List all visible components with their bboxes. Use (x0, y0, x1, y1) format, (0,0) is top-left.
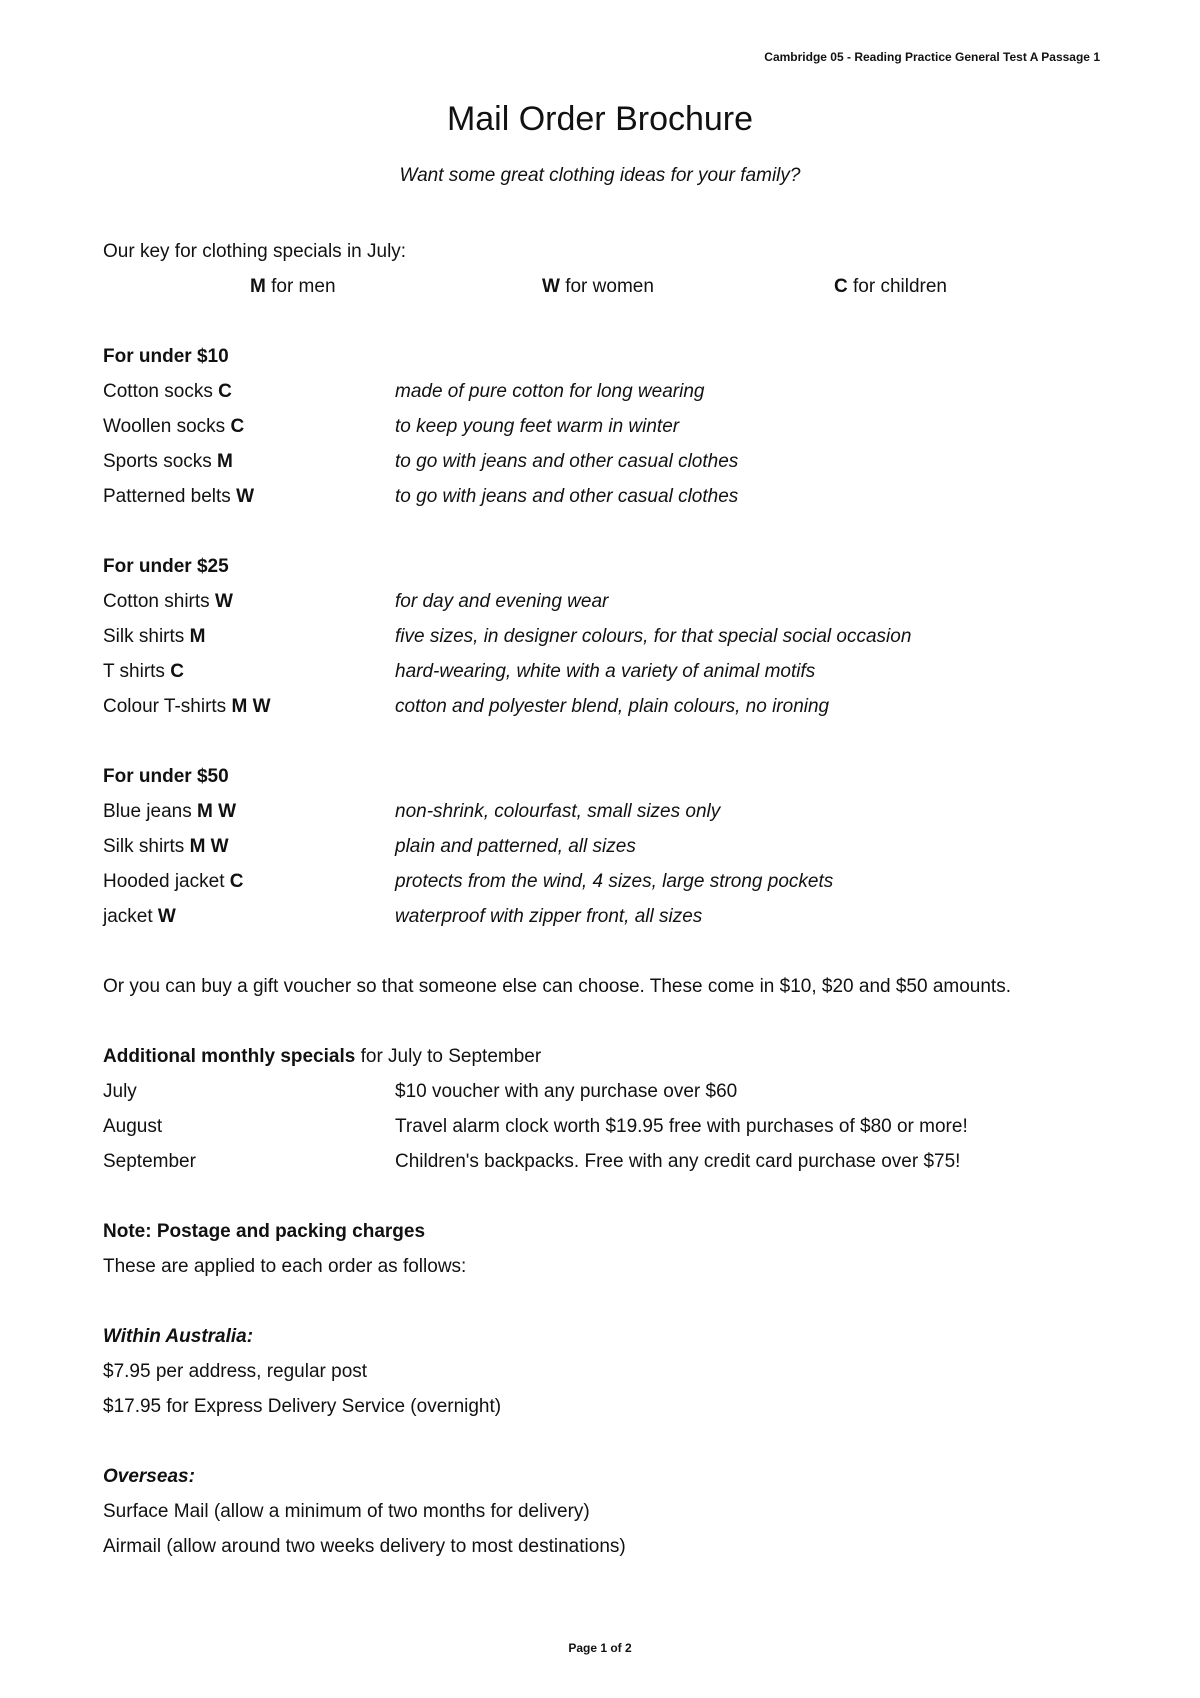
section-heading-under-10: For under $10 (103, 346, 229, 367)
voucher-text: Or you can buy a gift voucher so that someone else can choose. These come in $10, $20 and $50 amounts. (103, 976, 1011, 997)
list-item: Cotton socks C made of pure cotton for long wearing (103, 381, 705, 402)
key-children: C for children (834, 276, 948, 297)
table-row: September Children's backpacks. Free with any credit card purchase over $75! (103, 1151, 961, 1172)
page-number: Page 1 of 2 (568, 1641, 632, 1655)
list-item: Hooded jacket C protects from the wind, 4 sizes, large strong pockets (103, 871, 834, 892)
key-men: M for men (250, 276, 336, 297)
overseas-line: Surface Mail (allow a minimum of two months for delivery) (103, 1501, 590, 1522)
list-item: Silk shirts M five sizes, in designer colours, for that special social occasion (103, 626, 912, 647)
overseas-heading: Overseas: (103, 1466, 195, 1487)
key-legend (103, 269, 1103, 304)
list-item: Silk shirts M W plain and patterned, all sizes (103, 836, 636, 857)
key-intro: Our key for clothing specials in July: (103, 241, 407, 262)
key-women: W for women (542, 276, 654, 297)
australia-heading: Within Australia: (103, 1326, 254, 1347)
australia-line: $7.95 per address, regular post (103, 1361, 368, 1382)
list-item: Blue jeans M W non-shrink, colourfast, small sizes only (103, 801, 721, 822)
page-subtitle: Want some great clothing ideas for your family? (399, 165, 801, 186)
page-title: Mail Order Brochure (446, 100, 754, 138)
list-item: Colour T-shirts M W cotton and polyester blend, plain colours, no ironing (103, 696, 830, 717)
note-text: These are applied to each order as follows: (103, 1256, 467, 1277)
brochure-content (103, 234, 1103, 1564)
table-row: July $10 voucher with any purchase over $60 (103, 1081, 738, 1102)
list-item: jacket W waterproof with zipper front, all sizes (103, 906, 703, 927)
note-heading: Note: Postage and packing charges (103, 1221, 426, 1242)
list-item: Patterned belts W to go with jeans and other casual clothes (103, 486, 739, 507)
overseas-line: Airmail (allow around two weeks delivery to most destinations) (103, 1536, 626, 1557)
section-heading-under-25: For under $25 (103, 556, 229, 577)
table-row: August Travel alarm clock worth $19.95 free with purchases of $80 or more! (103, 1116, 968, 1137)
running-header: Cambridge 05 - Reading Practice General Test A Passage 1 (764, 50, 1100, 64)
australia-line: $17.95 for Express Delivery Service (overnight) (103, 1396, 502, 1417)
monthly-specials-heading: Additional monthly specials for July to September (103, 1046, 542, 1067)
section-heading-under-50: For under $50 (103, 766, 229, 787)
list-item: Cotton shirts W for day and evening wear (103, 591, 609, 612)
list-item: T shirts C hard-wearing, white with a variety of animal motifs (103, 661, 816, 682)
list-item: Sports socks M to go with jeans and other casual clothes (103, 451, 739, 472)
list-item: Woollen socks C to keep young feet warm in winter (103, 416, 680, 437)
